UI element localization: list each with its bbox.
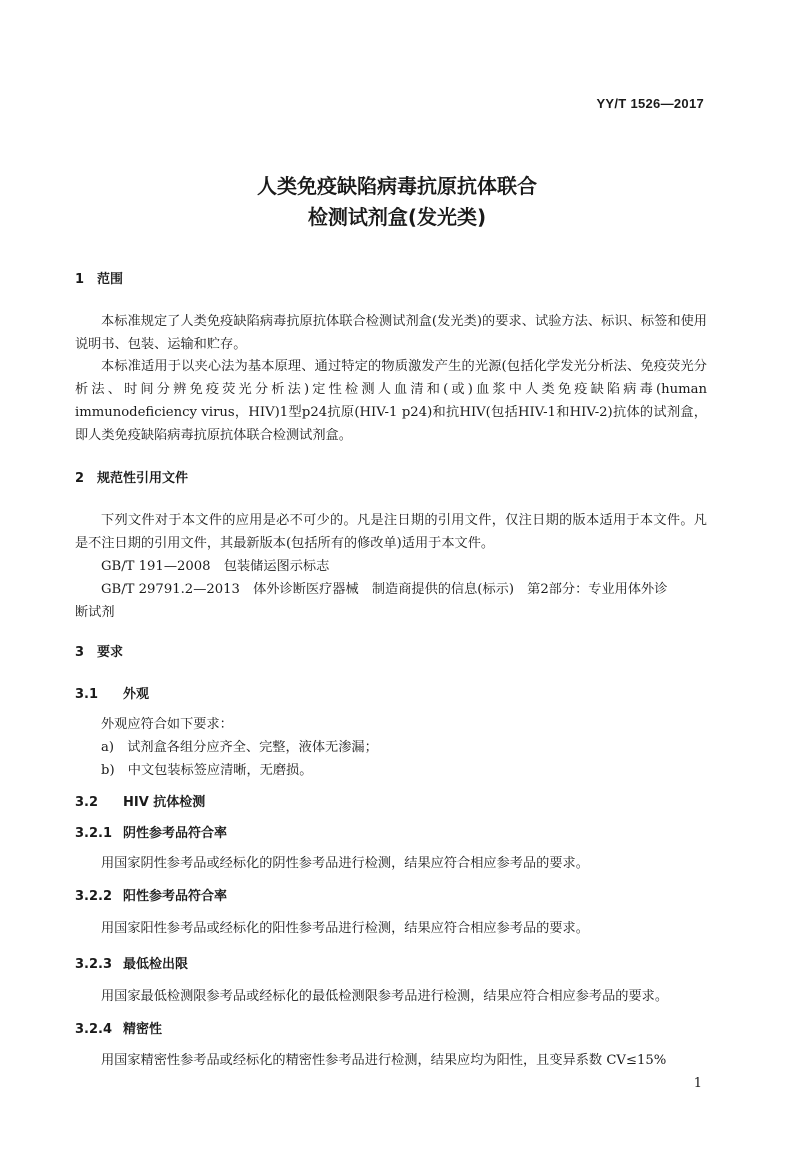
section-3-2-3-number: 3.2.3 <box>75 957 113 972</box>
reference-gbt-29791-line-2: 断试剂 <box>75 605 115 620</box>
section-3-2-4-number: 3.2.4 <box>75 1022 113 1037</box>
section-3-2-3-heading <box>75 953 188 972</box>
section-3-2-2-text: 用国家阳性参考品或经标化的阳性参考品进行检测，结果应符合相应参考品的要求。 <box>101 921 589 936</box>
section-3-2-3-title: 最低检出限 <box>123 957 189 972</box>
appearance-intro: 外观应符合如下要求： <box>101 717 233 732</box>
reference-gbt-191: GB/T 191—2008 包装储运图示标志 <box>101 559 330 574</box>
section-3-2-number: 3.2 <box>75 795 99 810</box>
section-3-2-title: HIV 抗体检测 <box>123 795 206 810</box>
section-3-2-2-number: 3.2.2 <box>75 889 113 904</box>
section-3-2-3-text: 用国家最低检测限参考品或经标化的最低检测限参考品进行检测，结果应符合相应参考品的要求。 <box>101 989 669 1004</box>
section-3-2-1-number: 3.2.1 <box>75 826 113 841</box>
section-3-2-4-title: 精密性 <box>123 1022 163 1037</box>
section-3-2-heading <box>75 791 205 810</box>
section-1-heading <box>75 268 123 287</box>
section-2-paragraph-1: 下列文件对于本文件的应用是必不可少的。凡是注日期的引用文件，仅注日期的版本适用于本文件。凡是不注日期的引用文件，其最新版本(包括所有的修改单)适用于本文件。 <box>75 513 707 551</box>
section-2-title: 规范性引用文件 <box>97 471 189 486</box>
section-2-heading <box>75 467 188 486</box>
section-2-number: 2 <box>75 471 85 486</box>
section-3-2-2-heading <box>75 885 227 904</box>
standard-number: YY/T 1526—2017 <box>596 96 704 111</box>
section-3-2-4-heading <box>75 1018 162 1037</box>
section-1-paragraph-1: 本标准规定了人类免疫缺陷病毒抗原抗体联合检测试剂盒(发光类)的要求、试验方法、标识、标签和使用说明书、包装、运输和贮存。 <box>75 314 707 352</box>
page-number: 1 <box>693 1076 702 1091</box>
reference-gbt-29791-line-1: GB/T 29791.2—2013 体外诊断医疗器械 制造商提供的信息(标示) 第2部分：专业用体外诊 <box>101 582 668 597</box>
section-3-2-1-heading <box>75 822 227 841</box>
section-1-number: 1 <box>75 272 85 287</box>
section-1-paragraph-2: 本标准适用于以夹心法为基本原理、通过特定的物质激发产生的光源(包括化学发光分析法、免疫荧光分析法、时间分辨免疫荧光分析法)定性检测人血清和(或)血浆中人类免疫缺陷病毒(human immunodeficiency virus，HIV)1型p24抗原(HIV-1 p24)和抗HIV(包括HIV-1和HIV-2)抗体的试剂盒，即人类免疫缺陷病毒抗原抗体联合检测试剂盒。 <box>75 359 707 443</box>
section-3-title: 要求 <box>97 645 124 660</box>
section-3-1-heading <box>75 683 149 702</box>
appearance-item-b: b) 中文包装标签应清晰，无磨损。 <box>101 763 313 778</box>
appearance-item-a: a) 试剂盒各组分应齐全、完整，液体无渗漏； <box>101 740 378 755</box>
section-3-2-4-text: 用国家精密性参考品或经标化的精密性参考品进行检测，结果应均为阳性，且变异系数 CV≤15% <box>101 1053 667 1068</box>
document-title-line-2: 检测试剂盒(发光类) <box>307 205 487 229</box>
document-title-line-1: 人类免疫缺陷病毒抗原抗体联合 <box>257 174 537 198</box>
section-1-title: 范围 <box>97 272 124 287</box>
section-3-1-number: 3.1 <box>75 687 99 702</box>
section-3-heading <box>75 641 123 660</box>
section-3-number: 3 <box>75 645 85 660</box>
section-3-2-1-text: 用国家阴性参考品或经标化的阴性参考品进行检测，结果应符合相应参考品的要求。 <box>101 856 589 871</box>
section-3-2-2-title: 阳性参考品符合率 <box>123 889 228 904</box>
section-3-1-title: 外观 <box>123 687 150 702</box>
section-3-2-1-title: 阴性参考品符合率 <box>123 826 228 841</box>
